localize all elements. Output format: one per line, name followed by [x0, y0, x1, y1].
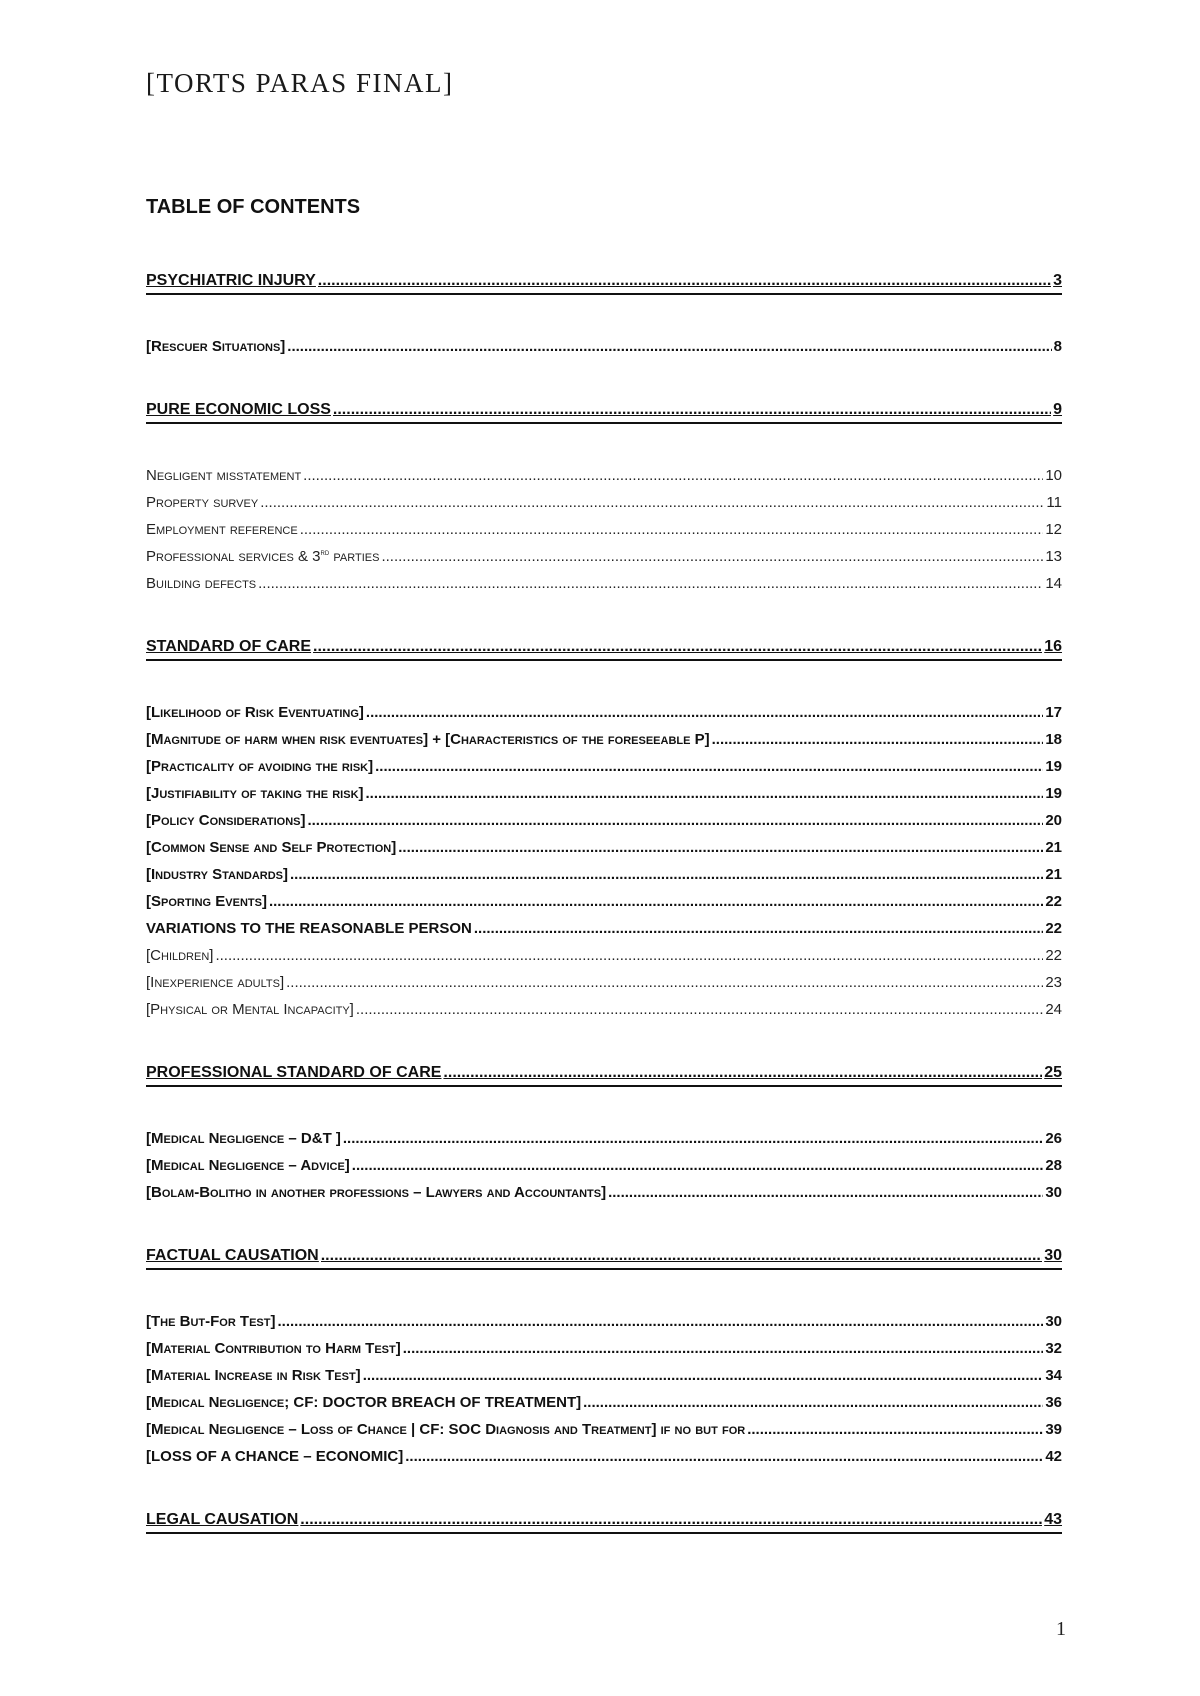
toc-entry-title: Negligent misstatement — [146, 467, 302, 484]
toc-entry-page-number: 18 — [1045, 731, 1062, 748]
toc-entry-title: LEGAL CAUSATION — [146, 1511, 299, 1528]
toc-entry-page-number: 14 — [1045, 575, 1062, 592]
toc-dot-leader — [260, 489, 1044, 516]
toc-dot-leader — [403, 1335, 1044, 1362]
toc-dot-leader — [712, 726, 1044, 753]
toc-section-entry[interactable] — [146, 1507, 1062, 1534]
toc-dot-leader — [303, 462, 1043, 489]
toc-entry-page-number: 43 — [1044, 1511, 1062, 1528]
toc-subsection-entry[interactable] — [146, 969, 1062, 996]
toc-entry-page-number: 39 — [1045, 1421, 1062, 1438]
toc-entry-title: PSYCHIATRIC INJURY — [146, 272, 316, 289]
toc-dot-leader — [307, 807, 1043, 834]
toc-subsection-entry[interactable] — [146, 489, 1062, 516]
toc-entry-page-number: 25 — [1044, 1064, 1062, 1081]
toc-dot-leader — [258, 570, 1043, 597]
toc-entry-page-number: 24 — [1045, 1001, 1062, 1018]
toc-subsection-entry[interactable] — [146, 888, 1062, 915]
toc-entry-title: STANDARD OF CARE — [146, 638, 312, 655]
toc-entry-page-number: 28 — [1045, 1157, 1062, 1174]
toc-dot-leader — [381, 543, 1043, 570]
toc-entry-title: [Rescuer Situations] — [146, 338, 286, 355]
toc-entry-page-number: 11 — [1046, 494, 1062, 511]
toc-entry-page-number: 8 — [1053, 338, 1062, 355]
toc-entry-title: [Practicality of avoiding the risk] — [146, 758, 374, 775]
toc-entry-page-number: 22 — [1045, 920, 1062, 937]
toc-entry-page-number: 23 — [1045, 974, 1062, 991]
toc-dot-leader — [398, 834, 1043, 861]
toc-subsection-entry[interactable] — [146, 726, 1062, 753]
toc-entry-title: Professional services & 3rd parties — [146, 547, 380, 565]
toc-subsection-entry[interactable] — [146, 1308, 1062, 1335]
toc-entry-title: [Magnitude of harm when risk eventuates] + [Characteristics of the foreseeable P] — [146, 731, 710, 748]
toc-subsection-entry[interactable] — [146, 780, 1062, 807]
toc-entry-title: [Material Increase in Risk Test] — [146, 1367, 361, 1384]
toc-dot-leader — [352, 1152, 1044, 1179]
toc-entry-page-number: 19 — [1045, 785, 1062, 802]
toc-subsection-entry[interactable] — [146, 753, 1062, 780]
toc-entry-page-number: 19 — [1045, 758, 1062, 775]
toc-subsection-entry[interactable] — [146, 1152, 1062, 1179]
toc-entry-title: [Medical Negligence; CF: DOCTOR BREACH OF TREATMENT] — [146, 1394, 582, 1411]
toc-entry-page-number: 20 — [1045, 812, 1062, 829]
toc-entry-page-number: 26 — [1045, 1130, 1062, 1147]
toc-entry-page-number: 17 — [1045, 704, 1062, 721]
toc-entry-page-number: 36 — [1045, 1394, 1062, 1411]
toc-entry-page-number: 21 — [1045, 866, 1062, 883]
toc-entry-title: [Medical Negligence – Loss of Chance | CF: SOC Diagnosis and Treatment] if no but for — [146, 1421, 746, 1438]
toc-entry-title: Building defects — [146, 575, 257, 592]
toc-dot-leader — [287, 333, 1051, 360]
toc-entry-page-number: 30 — [1045, 1184, 1062, 1201]
toc-subsection-entry[interactable] — [146, 516, 1062, 543]
toc-subsection-entry[interactable] — [146, 543, 1062, 570]
toc-entry-title: [Material Contribution to Harm Test] — [146, 1340, 401, 1357]
toc-subsection-entry[interactable] — [146, 942, 1062, 969]
toc-entry-page-number: 30 — [1044, 1247, 1062, 1264]
toc-entry-title: [Physical or Mental Incapacity] — [146, 1001, 354, 1018]
toc-dot-leader — [443, 1060, 1042, 1085]
toc-section-entry[interactable] — [146, 634, 1062, 661]
toc-dot-leader — [363, 1362, 1044, 1389]
toc-dot-leader — [269, 888, 1043, 915]
toc-dot-leader — [313, 634, 1042, 659]
toc-section-entry[interactable] — [146, 1060, 1062, 1087]
toc-subsection-entry[interactable] — [146, 1362, 1062, 1389]
toc-entry-page-number: 42 — [1045, 1448, 1062, 1465]
toc-dot-leader — [747, 1416, 1043, 1443]
toc-subsection-entry[interactable] — [146, 1179, 1062, 1206]
toc-dot-leader — [474, 915, 1043, 942]
toc-dot-leader — [300, 1507, 1042, 1532]
toc-entry-title: Employment reference — [146, 521, 298, 538]
toc-section-entry[interactable] — [146, 1243, 1062, 1270]
toc-dot-leader — [318, 268, 1051, 293]
toc-subsection-entry[interactable] — [146, 1389, 1062, 1416]
toc-entry-title: [The But-For Test] — [146, 1313, 276, 1330]
toc-entry-page-number: 10 — [1045, 467, 1062, 484]
toc-dot-leader — [343, 1125, 1043, 1152]
toc-entry-page-number: 13 — [1045, 548, 1062, 565]
toc-dot-leader — [277, 1308, 1043, 1335]
toc-subsection-entry[interactable] — [146, 807, 1062, 834]
toc-dot-leader — [286, 969, 1043, 996]
toc-entry-title: FACTUAL CAUSATION — [146, 1247, 319, 1264]
toc-entry-title: [Policy Considerations] — [146, 812, 306, 829]
toc-dot-leader — [333, 397, 1051, 422]
toc-entry-title: [Sporting Events] — [146, 893, 267, 910]
toc-entry-title: [Children] — [146, 947, 214, 964]
document-header: [TORTS PARAS FINAL] — [146, 68, 454, 98]
toc-dot-leader — [366, 780, 1044, 807]
toc-entry-page-number: 30 — [1045, 1313, 1062, 1330]
toc-subsection-entry[interactable] — [146, 834, 1062, 861]
toc-entry-title: PROFESSIONAL STANDARD OF CARE — [146, 1064, 442, 1081]
toc-dot-leader — [405, 1443, 1043, 1470]
toc-entry-page-number: 22 — [1045, 947, 1062, 964]
toc-entry-page-number: 32 — [1045, 1340, 1062, 1357]
toc-entry-title: [Bolam-Bolitho in another professions – Lawyers and Accountants] — [146, 1184, 607, 1201]
toc-dot-leader — [608, 1179, 1043, 1206]
toc-entry-page-number: 34 — [1045, 1367, 1062, 1384]
toc-entry-title: [Likelihood of Risk Eventuating] — [146, 704, 364, 721]
toc-entry-title: VARIATIONS TO THE REASONABLE PERSON — [146, 920, 472, 937]
toc-subsection-entry[interactable] — [146, 915, 1062, 942]
toc-entry-title: [Justifiability of taking the risk] — [146, 785, 364, 802]
toc-entry-title: [Common Sense and Self Protection] — [146, 839, 397, 856]
toc-subsection-entry[interactable] — [146, 1125, 1062, 1152]
toc-subsection-entry[interactable] — [146, 1443, 1062, 1470]
toc-entry-page-number: 16 — [1044, 638, 1062, 655]
toc-dot-leader — [300, 516, 1044, 543]
toc-entry-page-number: 21 — [1045, 839, 1062, 856]
toc-entry-title: [Medical Negligence – D&T ] — [146, 1130, 341, 1147]
toc-section-entry[interactable] — [146, 268, 1062, 295]
toc-dot-leader — [583, 1389, 1043, 1416]
page-number: 1 — [1056, 1618, 1066, 1640]
toc-subsection-entry[interactable] — [146, 699, 1062, 726]
ordinal-superscript: rd — [320, 547, 330, 557]
toc-subsection-entry[interactable] — [146, 570, 1062, 597]
toc-subsection-entry[interactable] — [146, 1335, 1062, 1362]
toc-entry-title: PURE ECONOMIC LOSS — [146, 401, 331, 418]
toc-entry-title: [Industry Standards] — [146, 866, 288, 883]
toc-entry-page-number: 22 — [1045, 893, 1062, 910]
toc-dot-leader — [375, 753, 1043, 780]
toc-subsection-entry[interactable] — [146, 1416, 1062, 1443]
toc-entry-title: [Inexperience adults] — [146, 974, 285, 991]
toc-dot-leader — [356, 996, 1043, 1023]
toc-dot-leader — [366, 699, 1043, 726]
toc-dot-leader — [290, 861, 1043, 888]
toc-entry-page-number: 12 — [1045, 521, 1062, 538]
toc-subsection-entry[interactable] — [146, 462, 1062, 489]
toc-entry-page-number: 3 — [1053, 272, 1062, 289]
toc-dot-leader — [321, 1243, 1042, 1268]
toc-entry-title: Property survey — [146, 494, 259, 511]
toc-heading: TABLE OF CONTENTS — [146, 196, 361, 218]
toc-subsection-entry[interactable] — [146, 333, 1062, 360]
table-of-contents — [146, 268, 1062, 1572]
toc-entry-page-number: 9 — [1053, 401, 1062, 418]
toc-entry-title: [LOSS OF A CHANCE – ECONOMIC] — [146, 1448, 404, 1465]
toc-entry-title: [Medical Negligence – Advice] — [146, 1157, 350, 1174]
toc-subsection-entry[interactable] — [146, 996, 1062, 1023]
toc-dot-leader — [215, 942, 1043, 969]
toc-subsection-entry[interactable] — [146, 861, 1062, 888]
toc-section-entry[interactable] — [146, 397, 1062, 424]
